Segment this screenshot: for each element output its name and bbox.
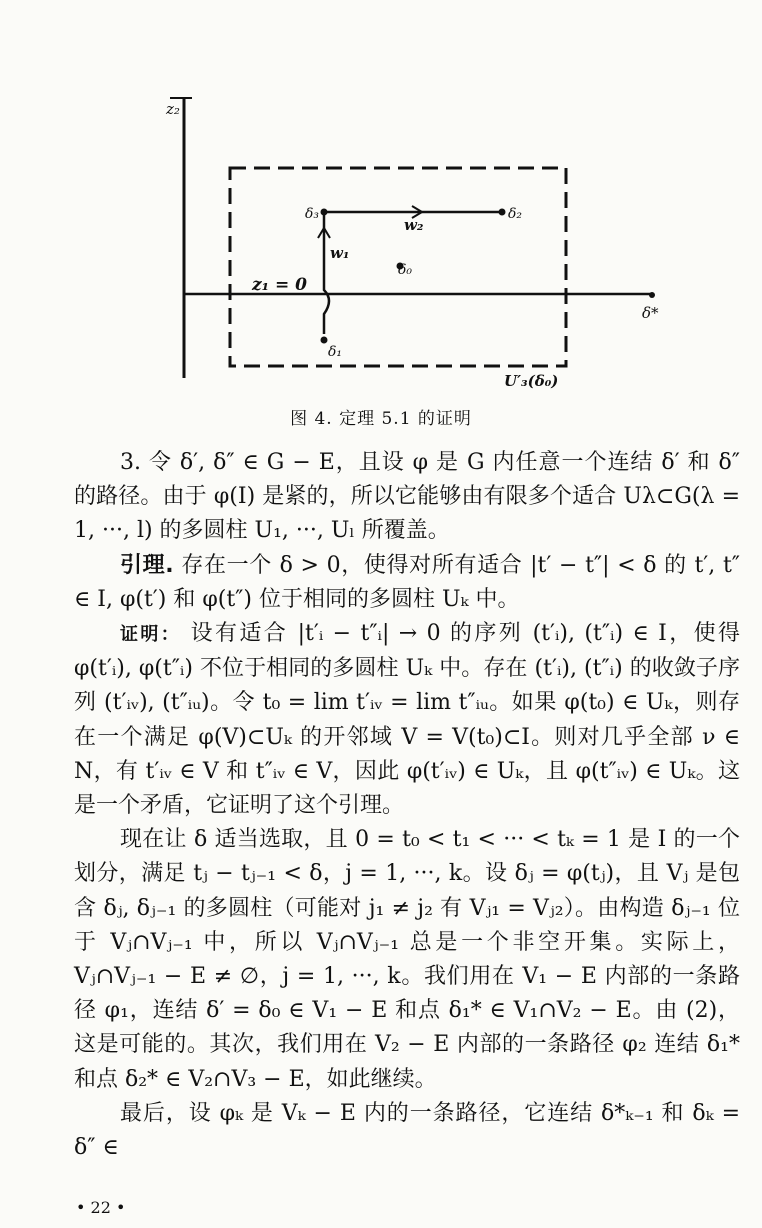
construction-paragraph: 现在让 δ 适当选取，且 0 = t₀ < t₁ < ··· < tₖ = 1 是 I 的一个划分，满足 tⱼ − tⱼ₋₁ < δ，j = 1, ···, k。设 δⱼ = φ(tⱼ)，且 Vⱼ 是包含 δⱼ, δⱼ₋₁ 的多圆柱（可能对 j₁ ≠ j₂ 有 Vⱼ₁ = Vⱼ₂）。由构造 δⱼ₋₁ 位于 Vⱼ∩Vⱼ₋₁ 中，所以 Vⱼ∩Vⱼ₋₁ 总是一个非空开集。实际上，Vⱼ∩Vⱼ₋₁ − E ≠ ∅，j = 1, ···, k。我们用在 V₁ − E 内部的一条路径 φ₁，连结 δ′ = δ₀ ∈ V₁ − E 和点 δ₁* ∈ V₁∩V₂ − E。由 (2)，这是可能的。其次，我们用在 V₂ − E 内部的一条路径 φ₂ 连结 δ₁* 和点 δ₂* ∈ V₂∩V₃ − E，如此继续。	[74, 827, 740, 1092]
label-axis-y: z₂	[166, 100, 180, 118]
point-d3	[321, 209, 328, 216]
label-w2: w₂	[404, 216, 424, 234]
proof-title: 证明：	[120, 624, 182, 646]
lemma-body: 存在一个 δ > 0，使得对所有适合 |t′ − t″| < δ 的 t′, t″ ∈ I, φ(t′) 和 φ(t″) 位于相同的多圆柱 Uₖ 中。	[74, 552, 740, 612]
label-z1: z₁ = 0	[252, 275, 308, 295]
figure-caption: 图 4. 定理 5.1 的证明	[290, 409, 472, 429]
main-text	[74, 446, 740, 1165]
label-region: U′₃(δ₀)	[504, 372, 559, 390]
page-number: • 22 •	[76, 1198, 126, 1217]
label-d3: δ₃	[305, 206, 320, 222]
lemma-paragraph	[74, 549, 740, 617]
label-w1: w₁	[330, 244, 350, 262]
label-d2: δ₂	[508, 206, 523, 222]
label-d1: δ₁	[328, 344, 343, 360]
proof-figure	[0, 0, 762, 400]
paragraph-3: 3. 令 δ′, δ″ ∈ G − E，且设 φ 是 G 内任意一个连结 δ′ 和 δ″ 的路径。由于 φ(I) 是紧的，所以它能够由有限多个适合 Uλ⊂G(λ = 1, ···, l) 的多圆柱 U₁, ···, Uₗ 所覆盖。	[74, 450, 740, 544]
point-d2	[499, 209, 506, 216]
proof-body: 设有适合 |t′ᵢ − t″ᵢ| → 0 的序列 (t′ᵢ), (t″ᵢ) ∈ I，使得 φ(t′ᵢ), φ(t″ᵢ) 不位于相同的多圆柱 Uₖ 中。存在 (t′ᵢ), (t″ᵢ) 的收敛子序列 (t′ᵢᵥ), (t″ᵢᵤ)。令 t₀ = lim t′ᵢᵥ = lim t″ᵢᵤ。如果 φ(t₀) ∈ Uₖ，则存在一个满足 φ(V)⊂Uₖ 的开邻域 V = V(t₀)⊂I。则对几乎全部 ν ∈ N，有 t′ᵢᵥ ∈ V 和 t″ᵢᵥ ∈ V，因此 φ(t′ᵢᵥ) ∈ Uₖ，且 φ(t″ᵢᵥ) ∈ Uₖ。这是一个矛盾，它证明了这个引理。	[74, 621, 741, 819]
label-d0: δ₀	[398, 262, 413, 278]
point-d1	[321, 337, 328, 344]
label-axis-x: δ*	[642, 304, 659, 322]
final-paragraph: 最后，设 φₖ 是 Vₖ − E 内的一条路径，它连结 δ*ₖ₋₁ 和 δₖ = δ″ ∈	[74, 1100, 740, 1161]
axis-end-dot	[649, 292, 655, 298]
proof-paragraph	[74, 617, 740, 823]
lemma-title: 引理.	[120, 552, 174, 578]
